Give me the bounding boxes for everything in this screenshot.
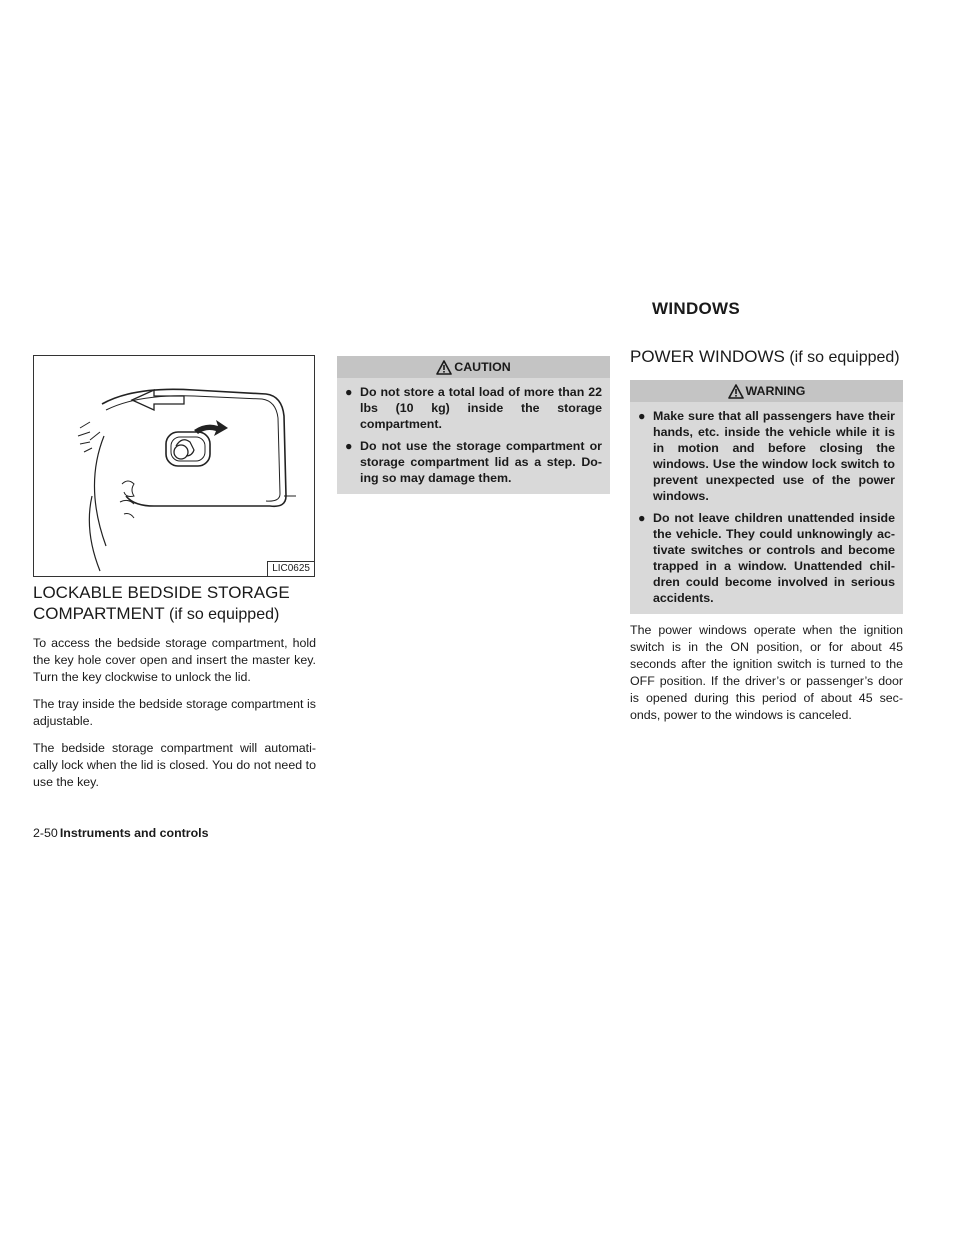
warning-header	[630, 380, 903, 402]
bullet: ●	[638, 511, 646, 525]
warning-triangle-icon	[728, 384, 744, 399]
bullet: ●	[345, 385, 353, 399]
bedside-storage-lid-drawing	[34, 356, 316, 578]
warning-list	[630, 402, 903, 614]
chapter-title: Instruments and controls	[59, 826, 209, 840]
heading-line1: LOCKABLE BEDSIDE STORAGE	[33, 583, 290, 602]
caution-title: CAUTION	[454, 360, 511, 374]
right-column	[630, 346, 903, 734]
heading-sub: (if so equipped)	[784, 349, 900, 366]
caution-box	[337, 356, 610, 494]
heading-main: POWER WINDOWS	[630, 347, 785, 366]
paragraph: The power windows operate when the ignition switch is in the ON position, or for about 45 seconds after the ignition switch is turned to the OFF position. If the driver’s or passenger’s door is opened during this period of about 45 sec-onds, power to the windows is canceled.	[630, 623, 903, 722]
caution-list	[337, 378, 610, 494]
section-title: WINDOWS	[652, 299, 741, 318]
bullet: ●	[345, 439, 353, 453]
paragraph: The tray inside the bedside storage compartment is adjustable.	[33, 697, 316, 728]
warning-title: WARNING	[745, 384, 806, 398]
warning-box	[630, 380, 903, 614]
list-item: ● Do not use the storage compartment or storage compartment lid as a step. Do-ing so may damage them.	[345, 439, 602, 485]
list-item: ● Do not store a total load of more than 22 lbs (10 kg) inside the storage compartment.	[345, 385, 602, 431]
section-heading-power-windows	[630, 346, 903, 368]
caution-header	[337, 356, 610, 378]
page-footer	[33, 826, 209, 840]
list-item: ● Do not leave children unattended inside the vehicle. They could unknowingly ac-tivate switches or controls and become trapped in a window. Unattended chil-dren could become involved in serious accidents.	[638, 511, 895, 605]
page-number: 2-50	[33, 826, 58, 840]
storage-lid-illustration	[33, 355, 315, 577]
list-item: ● Make sure that all passengers have their hands, etc. inside the vehicle while it is in motion and before closing the windows. Use the window lock switch to prevent unexpected use of the power windows.	[638, 409, 895, 503]
warning-triangle-icon	[436, 360, 452, 375]
paragraph: To access the bedside storage compartment, hold the key hole cover open and insert the master key. Turn the key clockwise to unlock the lid.	[33, 636, 316, 684]
heading-line2-sub: (if so equipped)	[164, 606, 280, 623]
figure-code: LIC0625	[267, 561, 314, 576]
heading-line2: COMPARTMENT	[33, 604, 165, 623]
bullet: ●	[638, 409, 646, 423]
paragraph: The bedside storage compartment will automati-cally lock when the lid is closed. You do not need to use the key.	[33, 741, 316, 789]
left-column	[33, 582, 316, 801]
section-heading-bedside-storage	[33, 582, 316, 625]
